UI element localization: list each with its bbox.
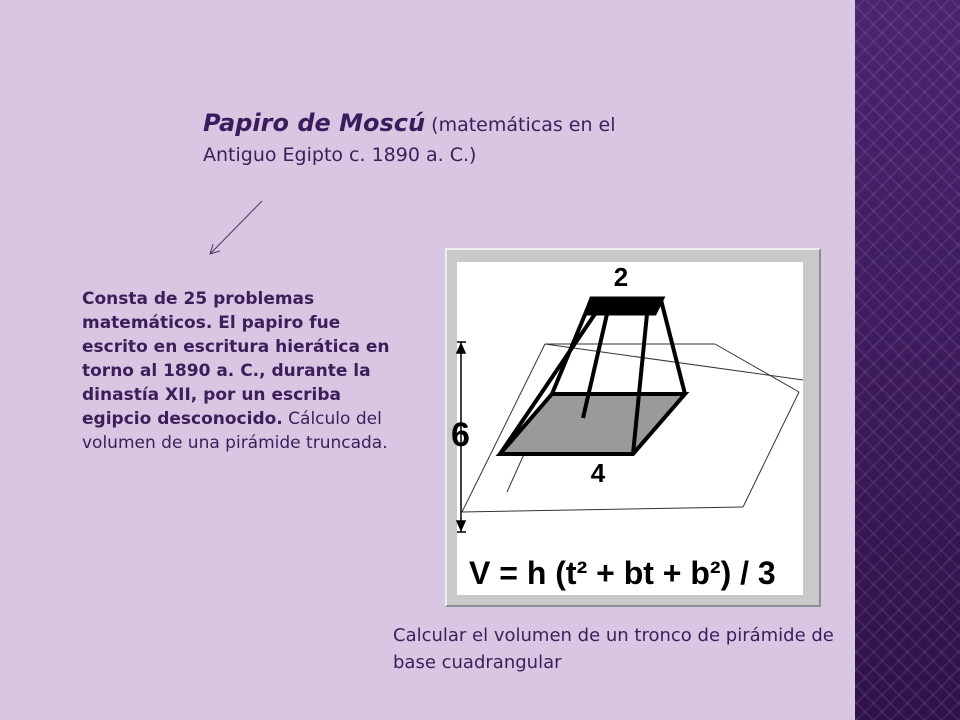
volume-formula: V = h (t² + bt + b²) / 3 [469, 555, 776, 591]
label-top-side: 2 [613, 262, 629, 292]
label-base-side: 4 [590, 458, 606, 488]
frustum-base [500, 394, 685, 454]
decorative-side-band [855, 0, 960, 720]
figure-caption: Calcular el volumen de un tronco de pirámide de base cuadrangular [393, 625, 834, 673]
title-papyrus-name: Papiro de Moscú [203, 109, 426, 137]
description-normal-text: Cálculo del volumen de una pirámide truncada. [82, 409, 388, 453]
figure-canvas [451, 262, 803, 595]
description-bold-text: Consta de 25 problemas matemáticos. El papiro fue escrito en escritura hierática en torno al 1890 a. C., durante la dinastía XII, por un escriba egipcio desconocido. [82, 289, 390, 429]
frustum-top [585, 298, 663, 314]
papyrus-description [82, 287, 402, 455]
truncated-pyramid-figure [445, 248, 821, 607]
slide-title [203, 108, 663, 170]
title-subtitle: (matemáticas en el Antiguo Egipto c. 1890 a. C.) [203, 114, 616, 166]
arrow-icon [204, 198, 266, 258]
label-height: 6 [451, 416, 470, 454]
pyramid-diagram [451, 262, 803, 595]
